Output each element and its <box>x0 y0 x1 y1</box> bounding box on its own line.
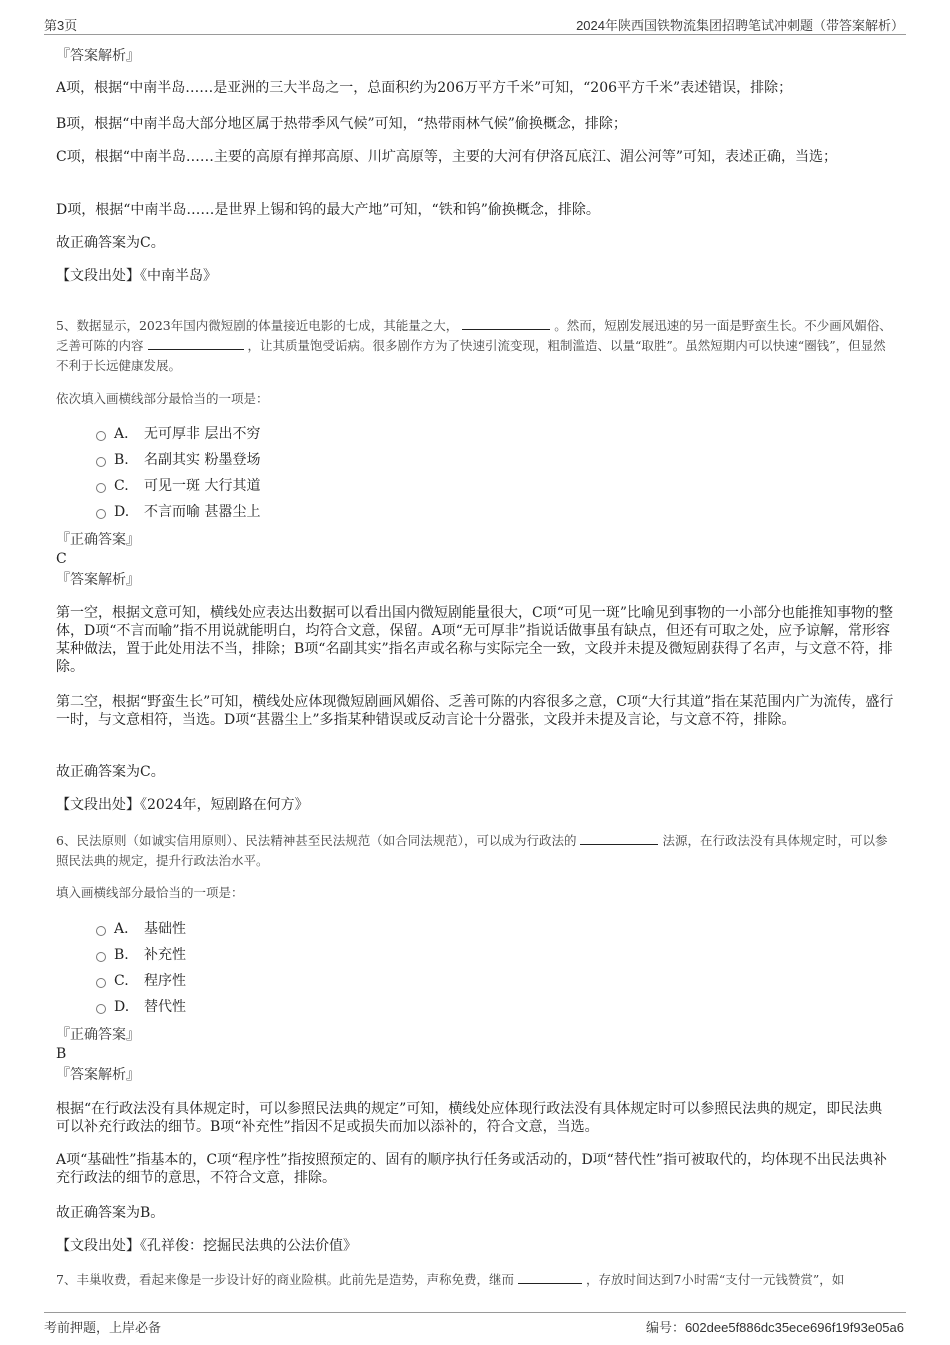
radio-icon[interactable] <box>96 952 106 962</box>
conclusion: 故正确答案为C。 <box>56 764 165 780</box>
question-prompt: 填入画横线部分最恰当的一项是： <box>56 885 244 900</box>
analysis-option-d: D项，根据“中南半岛……是世界上锡和钨的最大产地”可知，“铁和钨”偷换概念，排除。 <box>56 202 600 218</box>
option-d[interactable]: D. 替代性 <box>96 996 186 1018</box>
option-a[interactable]: A． 基础性 <box>96 918 186 940</box>
source-citation: 【文段出处】《2024年，短剧路在何方》 <box>56 797 309 813</box>
analysis-paragraph: 第一空，根据文意可知，横线处应表达出数据可以看出国内微短剧能量很大，C项“可见一斑”比喻见到事物的一小部分也能推知事物的整体，D项“不言而喻”指不用说就能明白，均符合文意，保留。A项“无可厚非”指说话做事虽有缺点，但还有可取之处，应予谅解，常形容某种做法，置于此处用法不当，排除；B项“名副其实”指名声或名称与实际完全一致，文段并未提及微短剧获得了名声，与文意不符，排除。 <box>56 605 894 675</box>
option-b[interactable]: B. 名副其实 粉墨登场 <box>96 449 260 471</box>
fill-blank <box>462 316 550 330</box>
source-citation: 【文段出处】《中南半岛》 <box>56 268 217 284</box>
radio-icon[interactable] <box>96 457 106 467</box>
fill-blank <box>518 1270 582 1284</box>
radio-icon[interactable] <box>96 431 106 441</box>
conclusion: 故正确答案为C。 <box>56 235 165 251</box>
radio-icon[interactable] <box>96 978 106 988</box>
correct-answer-tag: 『正确答案』 <box>56 532 140 548</box>
document-title: 2024年陕西国铁物流集团招聘笔试冲刺题（带答案解析） <box>576 18 904 33</box>
page-number: 第3页 <box>44 18 78 33</box>
correct-answer: B <box>56 1046 67 1062</box>
option-b[interactable]: B. 补充性 <box>96 944 186 966</box>
fill-blank <box>580 831 658 845</box>
conclusion: 故正确答案为B。 <box>56 1205 165 1221</box>
analysis-option-b: B项，根据“中南半岛大部分地区属于热带季风气候”可知，“热带雨林气候”偷换概念，排除； <box>56 116 627 132</box>
radio-icon[interactable] <box>96 483 106 493</box>
analysis-option-a: A项，根据“中南半岛……是亚洲的三大半岛之一，总面积约为206万平方千米”可知，“206平方千米”表述错误，排除； <box>56 80 793 96</box>
option-c[interactable]: C. 程序性 <box>96 970 186 992</box>
option-c[interactable]: C. 可见一斑 大行其道 <box>96 475 260 497</box>
page-footer <box>44 1312 906 1335</box>
fill-blank <box>148 336 244 350</box>
correct-answer: C <box>56 551 67 567</box>
page-header <box>44 12 906 35</box>
question-stem: 5、数据显示，2023年国内微短剧的体量接近电影的七成，其能量之大， 。然而，短剧发展迅速的另一面是野蛮生长。不少画风媚俗、乏善可陈的内容 ，让其质量饱受诟病。很多剧作方为了快速引流变现，粗制滥造、以量“取胜”。虽然短期内可以快速“圈钱”，但显然不利于长远健康发展。 <box>56 318 892 373</box>
document-id: 编号：602dee5f886dc35ece696f19f93e05a6 <box>645 1320 904 1335</box>
radio-icon[interactable] <box>96 1004 106 1014</box>
source-citation: 【文段出处】《孔祥俊：挖掘民法典的公法价值》 <box>56 1238 357 1254</box>
radio-icon[interactable] <box>96 926 106 936</box>
question-stem: 7、丰巢收费，看起来像是一步设计好的商业险棋。此前先是造势，声称免费，继而 ，存放时间达到7小时需“支付一元钱赞赏”，如 <box>56 1272 845 1287</box>
correct-answer-tag: 『正确答案』 <box>56 1027 140 1043</box>
radio-icon[interactable] <box>96 509 106 519</box>
option-d[interactable]: D. 不言而喻 甚嚣尘上 <box>96 501 260 523</box>
answer-analysis-tag: 『答案解析』 <box>56 572 140 588</box>
question-prompt: 依次填入画横线部分最恰当的一项是： <box>56 391 269 406</box>
analysis-option-c: C项，根据“中南半岛……主要的高原有掸邦高原、川圹高原等，主要的大河有伊洛瓦底江、湄公河等”可知，表述正确，当选； <box>56 149 838 165</box>
option-a[interactable]: A． 无可厚非 层出不穷 <box>96 423 260 445</box>
answer-analysis-tag: 『答案解析』 <box>56 1067 140 1083</box>
analysis-paragraph: 根据“在行政法没有具体规定时，可以参照民法典的规定”可知，横线处应体现行政法没有具体规定时可以参照民法典的规定，即民法典可以补充行政法的细节。B项“补充性”指因不足或损失而加以添补的，符合文意，当选。 <box>56 1101 883 1135</box>
analysis-paragraph: A项“基础性”指基本的，C项“程序性”指按照预定的、固有的顺序执行任务或活动的，D项“替代性”指可被取代的，均体现不出民法典补充行政法的细节的意思，不符合文意，排除。 <box>56 1152 887 1186</box>
answer-analysis-tag: 『答案解析』 <box>56 48 140 64</box>
analysis-paragraph: 第二空，根据“野蛮生长”可知，横线处应体现微短剧画风媚俗、乏善可陈的内容很多之意，C项“大行其道”指在某范围内广为流传，盛行一时，与文意相符，当选。D项“甚嚣尘上”多指某种错误或反动言论十分嚣张，文段并未提及言论，与文意不符，排除。 <box>56 694 894 728</box>
question-stem: 6、民法原则（如诚实信用原则）、民法精神甚至民法规范（如合同法规范），可以成为行政法的 法源，在行政法没有具体规定时，可以参照民法典的规定，提升行政法治水平。 <box>56 833 888 868</box>
footer-slogan: 考前押题，上岸必备 <box>44 1320 162 1335</box>
